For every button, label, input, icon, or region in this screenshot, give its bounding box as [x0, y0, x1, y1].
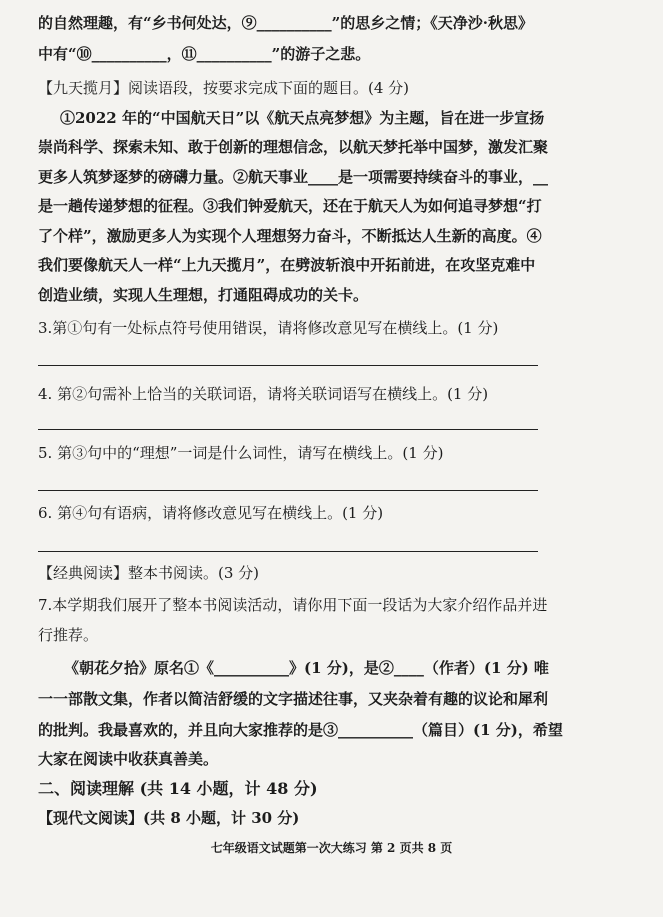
answer-line-6[interactable] — [38, 551, 538, 552]
passage-line-6: 我们要像航天人一样“上九天揽月”，在劈波斩浪中开拓前进，在攻坚克难中 — [38, 256, 536, 274]
answer-line-3[interactable] — [38, 365, 538, 366]
question-6: 6. 第④句有语病，请将修改意见写在横线上。(1 分) — [38, 504, 384, 522]
modern-reading-heading: 【现代文阅读】(共 8 小题，计 30 分) — [38, 809, 300, 827]
recommend-line-3: 的批判。我最喜欢的，并且向大家推荐的是③__________（篇目）(1 分)，希望 — [38, 721, 563, 739]
section-heading-jiutian: 【九天揽月】阅读语段，按要求完成下面的题目。(4 分) — [38, 79, 410, 97]
answer-line-5[interactable] — [38, 490, 538, 491]
passage-line-2: 崇尚科学、探索未知、敢于创新的理想信念，以航天梦托举中国梦，激发汇聚 — [38, 138, 549, 156]
question-7-line-1: 7.本学期我们展开了整本书阅读活动，请你用下面一段话为大家介绍作品并进 — [38, 596, 548, 614]
passage-line-5: 了个样”，激励更多人为实现个人理想努力奋斗，不断抵达人生新的高度。④ — [38, 227, 542, 245]
text-line-1: 的自然理趣，有“乡书何处达，⑨__________”的思乡之情；《天净沙·秋思》 — [38, 14, 533, 32]
recommend-line-2: 一一部散文集，作者以简洁舒缓的文字描述往事，又夹杂着有趣的议论和犀利 — [38, 690, 549, 708]
section-two-heading: 二、阅读理解 (共 14 小题，计 48 分) — [38, 779, 318, 798]
passage-line-1: ①2022 年的“中国航天日”以《航天点亮梦想》为主题，旨在进一步宣扬 — [60, 109, 545, 127]
page-footer: 七年级语文试题第一次大练习 第 2 页共 8 页 — [210, 841, 453, 855]
passage-line-7: 创造业绩，实现人生理想，打通阻碍成功的关卡。 — [38, 286, 369, 304]
recommend-line-1: 《朝花夕拾》原名①《__________》(1 分)，是②____（作者）(1 分) 唯 — [64, 659, 549, 677]
recommend-line-4: 大家在阅读中收获真善美。 — [38, 750, 219, 768]
question-4: 4. 第②句需补上恰当的关联词语，请将关联词语写在横线上。(1 分) — [38, 385, 489, 403]
question-5: 5. 第③句中的“理想”一词是什么词性，请写在横线上。(1 分) — [38, 444, 444, 462]
text-line-2: 中有“⑩__________，⑪__________”的游子之悲。 — [38, 45, 371, 63]
answer-line-4[interactable] — [38, 429, 538, 430]
passage-line-4: 是一趟传递梦想的征程。③我们钟爱航天，还在于航天人为如何追寻梦想“打 — [38, 197, 542, 215]
question-3: 3.第①句有一处标点符号使用错误，请将修改意见写在横线上。(1 分) — [38, 319, 499, 337]
section-heading-classic: 【经典阅读】整本书阅读。(3 分) — [38, 564, 260, 582]
question-7-line-2: 行推荐。 — [38, 626, 99, 644]
passage-line-3: 更多人筑梦逐梦的磅礴力量。②航天事业____是一项需要持续奋斗的事业，__ — [38, 168, 549, 186]
